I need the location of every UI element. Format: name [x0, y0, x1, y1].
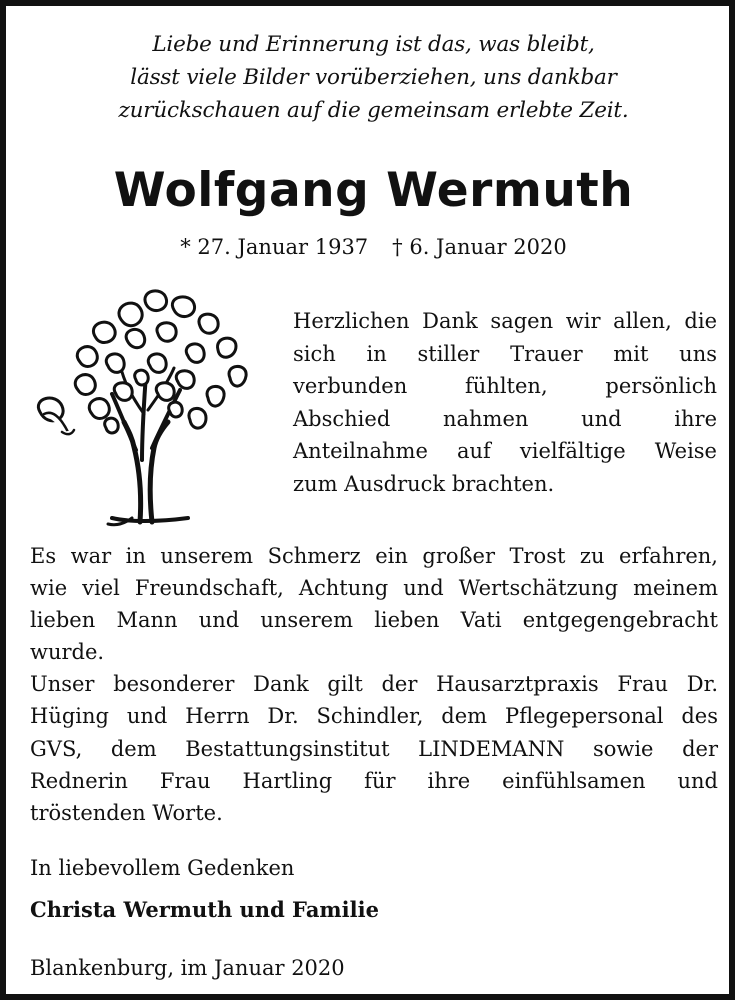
motto-line: Liebe und Erinnerung ist das, was bleibt,	[152, 32, 595, 57]
life-dates	[26, 232, 721, 262]
motto-line: lässt viele Bilder vorüberziehen, uns dankbar	[130, 65, 617, 90]
body-line: Es war in unserem Schmerz ein großer Trost zu erfahren,	[30, 544, 718, 568]
body-line: Unser besonderer Dank gilt der Hausarztpraxis Frau Dr.	[30, 672, 718, 697]
body-line: wurde.	[30, 640, 105, 665]
thanks-line: Anteilnahme auf vielfältige Weise	[293, 439, 717, 463]
motto-line: zurückschauen auf die gemeinsam erlebte Zeit.	[118, 98, 629, 123]
thanks-line: Herzlichen Dank sagen wir allen, die	[293, 309, 717, 333]
place-and-date: Blankenburg, im Januar 2020	[30, 956, 345, 980]
body-line: Hüging und Herrn Dr. Schindler, dem Pflegepersonal des	[30, 704, 718, 729]
thanks-paragraph	[293, 305, 717, 500]
thanks-line: verbunden fühlten, persönlich	[293, 374, 717, 398]
thanks-line: sich in stiller Trauer mit uns	[293, 341, 717, 366]
falling-leaf-icon	[38, 398, 74, 434]
body-line: tröstenden Worte.	[30, 800, 223, 825]
tree-icon	[28, 282, 264, 532]
thanks-line: zum Ausdruck brachten.	[293, 471, 555, 496]
thanks-line: Abschied nahmen und ihre	[293, 406, 717, 431]
closing-phrase: In liebevollem Gedenken	[30, 856, 295, 880]
body-line: lieben Mann und unserem lieben Vati entgegengebracht	[30, 608, 718, 633]
deceased-name: Wolfgang Wermuth	[113, 163, 634, 218]
motto	[46, 28, 701, 127]
body-line: GVS, dem Bestattungsinstitut LINDEMANN sowie der	[30, 736, 718, 761]
body-text	[30, 540, 718, 829]
family-signature: Christa Wermuth und Familie	[30, 897, 379, 922]
death-date: † 6. Januar 2020	[392, 235, 567, 259]
body-line: Rednerin Frau Hartling für ihre einfühlsamen und	[30, 768, 718, 793]
body-line: wie viel Freundschaft, Achtung und Wertschätzung meinem	[30, 576, 718, 601]
birth-date: * 27. Januar 1937	[180, 235, 369, 259]
